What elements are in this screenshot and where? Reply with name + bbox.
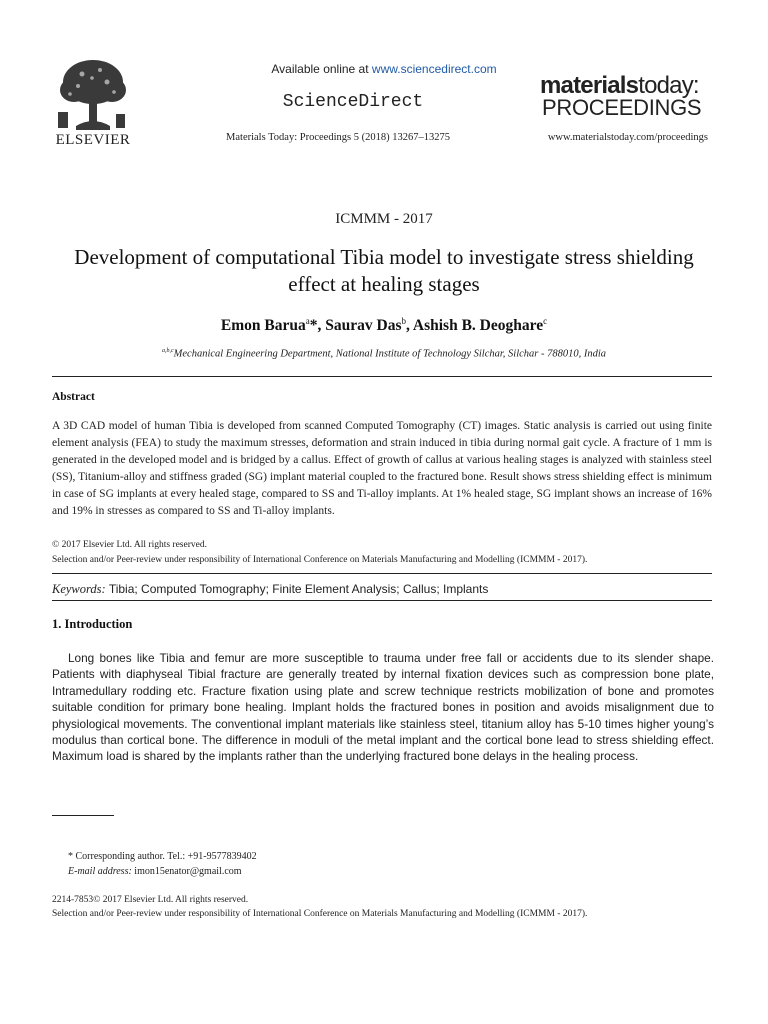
sciencedirect-wordmark: ScienceDirect xyxy=(282,92,424,112)
paper-title: Development of computational Tibia model to investigate stress shielding effect at healing stages xyxy=(74,245,694,296)
sciencedirect-link[interactable]: www.sciencedirect.com xyxy=(371,62,497,76)
journal-url[interactable]: www.materialstoday.com/proceedings xyxy=(547,132,708,143)
issn-copyright: 2214-7853© 2017 Elsevier Ltd. All rights reserved. xyxy=(52,895,249,905)
email-line xyxy=(68,866,668,877)
corresponding-author: * Corresponding author. Tel.: +91-9577839402 xyxy=(68,851,257,862)
keywords-label: Keywords: xyxy=(52,582,106,596)
author-sup: c xyxy=(543,316,548,326)
divider xyxy=(52,600,712,601)
affiliation xyxy=(0,348,768,360)
journal-reference: Materials Today: Proceedings 5 (2018) 13267–13275 xyxy=(226,132,450,143)
mt-logo-part-a: materials xyxy=(540,72,639,99)
author-list xyxy=(0,316,768,335)
author-sup: b xyxy=(401,316,406,326)
divider xyxy=(52,376,712,377)
abstract-copyright: © 2017 Elsevier Ltd. All rights reserved. xyxy=(52,540,207,550)
email-address[interactable]: imon15enator@gmail.com xyxy=(134,866,242,877)
footer-selection: Selection and/or Peer-review under responsibility of International Conference on Materials Manufacturing and Modelling (ICMMM - 2017). xyxy=(52,909,588,919)
author-name: Ashish B. Deoghare xyxy=(412,317,544,335)
abstract-body: A 3D CAD model of human Tibia is developed from scanned Computed Tomography (CT) images. Static analysis is carried out using finite element analysis (FEA) to study the maximum stresses, deformation and strain induced in tibia during normal gait cycle. A fracture of 1 mm is generated in the developed model and is bridged by a callus. Effect of growth of callus at various healing stages is analyzed with stainless steel (SS), Titanium-alloy and stiffness graded (SG) implant material coupled to the fractured bone. Result shows stress shielding effect is minimum in case of SG implants at every healed stage, compared to SS and Ti-alloy implants. At 1% healed stage, SG implant shows an increase of 16% and 19% in stresses as compared to SS and Ti-alloy implants. xyxy=(52,420,712,517)
conference-name: ICMMM - 2017 xyxy=(335,211,433,227)
mt-logo-part-c: PROCEEDINGS xyxy=(542,95,702,120)
affiliation-sup: a,b,c xyxy=(161,348,174,354)
keywords xyxy=(52,582,712,597)
materials-today-logo xyxy=(540,74,712,118)
author-suffix: , xyxy=(405,317,413,335)
footnote-divider xyxy=(52,815,114,816)
publisher-name: ELSEVIER xyxy=(55,132,131,148)
divider xyxy=(52,573,712,574)
author-name: Saurav Das xyxy=(325,317,402,335)
available-prefix: Available online at xyxy=(271,62,372,76)
author-suffix: *, xyxy=(309,317,326,335)
abstract-selection: Selection and/or Peer-review under responsibility of International Conference on Materials Manufacturing and Modelling (ICMMM - 2017). xyxy=(52,555,588,565)
keywords-list: Tibia; Computed Tomography; Finite Element Analysis; Callus; Implants xyxy=(108,582,489,596)
mt-logo-part-b: today: xyxy=(638,72,699,99)
author-name: Emon Barua xyxy=(220,317,306,335)
author-sup: a xyxy=(305,316,310,326)
email-label: E-mail address: xyxy=(68,866,132,877)
abstract-heading: Abstract xyxy=(52,391,95,403)
affiliation-text: Mechanical Engineering Department, National Institute of Technology Silchar, Silchar - 788010, India xyxy=(173,348,607,360)
introduction-body: Long bones like Tibia and femur are more susceptible to trauma under free fall or accidents due to its slender shape. Patients with diaphyseal Tibial fracture are generally treated by internal fixation devices such as compression bone plate, Intramedullary rodding etc. Fracture fixation using plate and screw technique restricts mobilization of bone and promotes suitable condition for primary bone healing. Implant holds the fractured bones in position and avoids misalignment due to physiological movements. The conventional implant materials like stainless steel, titanium alloy has 5-10 times higher young’s modulus than cortical bone. The difference in moduli of the metal implant and the cortical bone lead to stress shielding effect. Maximum load is shared by the implants rather than the underlying fractured bone delays in the healing process. xyxy=(52,651,714,764)
section-heading: 1. Introduction xyxy=(52,617,133,631)
